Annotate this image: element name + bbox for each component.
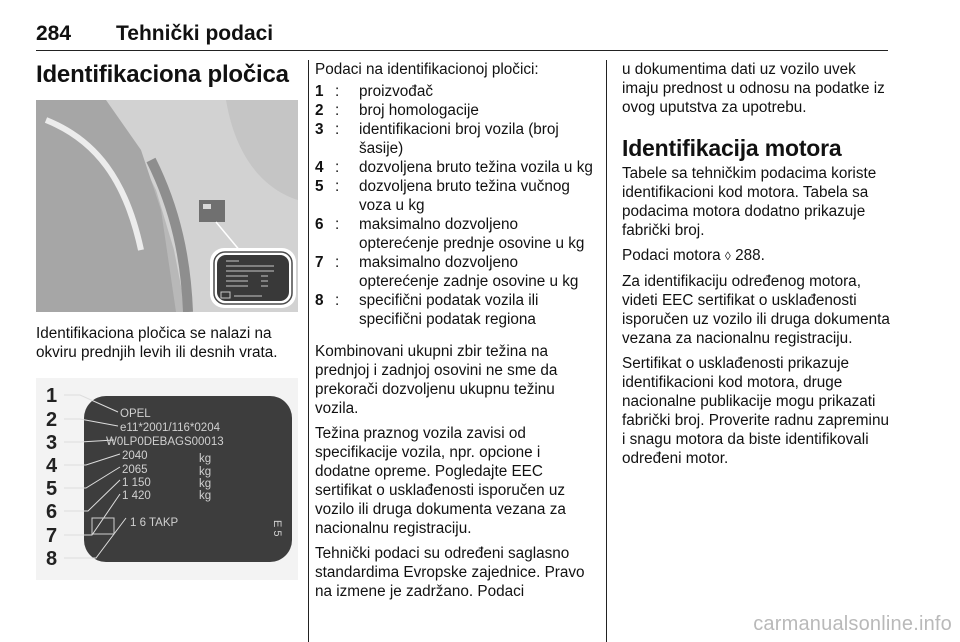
callout-3: 3 [46, 432, 58, 454]
callout-6: 6 [46, 501, 58, 523]
photo-caption: Identifikaciona pločica se nalazi na okviru prednjih levih ili desnih vrata. [36, 325, 278, 361]
plate-data-list [315, 82, 593, 329]
list-intro: Podaci na identifikacionoj pločici: [315, 61, 539, 78]
eec-certificate-paragraph: Za identifikaciju određenog motora, videti EEC sertifikat o usklađenosti isporučen uz vozilo ili druga dokumenta vezana za nacionalnu registraciju. [622, 273, 890, 347]
column-divider-left [308, 60, 309, 642]
engine-data-link[interactable]: 288. [730, 247, 765, 264]
plate-unit-1: kg [199, 453, 212, 465]
callout-7: 7 [46, 525, 58, 547]
plate-unit-3: kg [199, 478, 212, 490]
engine-data-reference: Podaci motora ◊ 288. [622, 247, 765, 264]
page-reference-icon: ◊ [724, 249, 731, 263]
plate-line-4: 2040 [122, 450, 148, 462]
engine-code-paragraph: Tabele sa tehničkim podacima koriste identifikacioni kod motora. Tabela sa podacima motora dodatno prikazuje fabrički broj. [622, 165, 877, 239]
callout-8: 8 [46, 548, 58, 570]
list-item: 6 : maksimalno dozvoljeno opterećenje prednje osovine u kg [315, 216, 585, 252]
page-number: 284 [36, 22, 72, 45]
list-item: 5 : dozvoljena bruto težina vučnog voza u kg [315, 178, 570, 214]
plate-line-1: OPEL [120, 408, 151, 420]
id-plate-diagram [36, 378, 298, 580]
list-item: 8 : specifični podatak vozila ili specifični podatak regiona [315, 292, 539, 328]
list-item: 4 : dozvoljena bruto težina vozila u kg [315, 159, 593, 176]
plate-side-line: E 5 [271, 520, 283, 537]
certificate-paragraph: Sertifikat o usklađenosti prikazuje identifikacioni kod motora, druge nacionalne publikacije mogu prikazati fabrički broj. Proverite radnu zapreminu i snagu motora da biste identifikovali određeni motor. [622, 355, 889, 467]
weight-note: Kombinovani ukupni zbir težina na prednjoj i zadnjoj osovini ne sme da prekorači dozvoljenu ukupnu težinu vozila. [315, 343, 558, 417]
page-header [36, 22, 888, 51]
list-item: 3 : identifikacioni broj vozila (broj šasije) [315, 121, 559, 157]
plate-line-6: 1 150 [122, 477, 151, 489]
left-column [36, 60, 298, 90]
plate-unit-4: kg [199, 490, 212, 502]
plate-bottom-line: 1 6 TAKP [130, 517, 179, 529]
callout-5: 5 [46, 478, 58, 500]
chapter-title: Tehnički podaci [116, 22, 274, 45]
empty-weight-note: Težina praznog vozila zavisi od specifikacije vozila, npr. opcione i dodatne opreme. Pogledajte EEC sertifikat o usklađenosti isporučen uz vozilo ili druga dokumenta vezana za nacionalnu registraciju. [315, 425, 566, 537]
callout-1: 1 [46, 385, 58, 407]
right-column [622, 60, 892, 468]
plate-line-2: e11*2001/116*0204 [120, 422, 220, 434]
plate-line-7: 1 420 [122, 490, 151, 502]
continued-paragraph: u dokumentima dati uz vozilo uvek imaju prednost u odnosu na podatke iz ovog uputstva za upotrebu. [622, 61, 885, 116]
list-item: 7 : maksimalno dozvoljeno opterećenje zadnje osovine u kg [315, 254, 579, 290]
middle-column [315, 60, 593, 601]
callout-2: 2 [46, 409, 58, 431]
column-divider-right [606, 60, 607, 642]
list-item: 1 : proizvođač [315, 83, 433, 100]
plate-unit-2: kg [199, 466, 212, 478]
section-heading-engine-id: Identifikacija motora [622, 135, 842, 161]
plate-line-5: 2065 [122, 464, 148, 476]
plate-line-3: W0LP0DEBAGS00013 [106, 436, 224, 448]
watermark: carmanualsonline.info [753, 613, 952, 635]
section-heading-id-plate: Identifikaciona pločica [36, 61, 289, 88]
standards-note: Tehnički podaci su određeni saglasno standardima Evropske zajednice. Pravo na izmene je zadržano. Podaci [315, 545, 585, 600]
door-frame-photo [36, 100, 298, 312]
callout-4: 4 [46, 455, 58, 477]
list-item: 2 : broj homologacije [315, 102, 479, 119]
